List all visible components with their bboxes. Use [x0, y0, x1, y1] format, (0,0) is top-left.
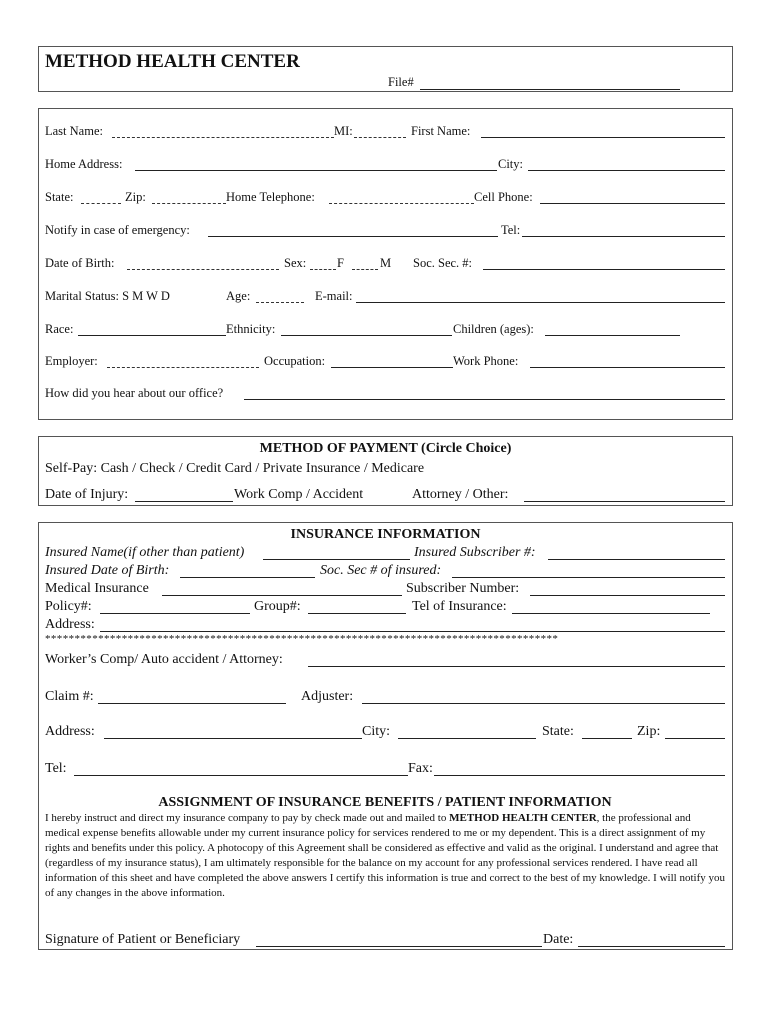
claim-state-label: State: [542, 724, 574, 739]
subscriber-number-label: Subscriber Number: [406, 581, 520, 596]
home-address-label: Home Address: [45, 157, 123, 171]
insured-subscriber-label: Insured Subscriber #: [414, 545, 536, 560]
insurance-title: INSURANCE INFORMATION [290, 527, 481, 542]
date-of-injury-field[interactable] [135, 488, 233, 502]
payment-options[interactable]: Self-Pay: Cash / Check / Credit Card / Private Insurance / Medicare [45, 461, 425, 476]
emergency-contact-label: Notify in case of emergency: [45, 223, 190, 237]
state-field[interactable] [81, 190, 121, 204]
dob-field[interactable] [127, 256, 279, 270]
cell-phone-field[interactable] [540, 190, 725, 204]
signature-date-field[interactable] [578, 933, 725, 947]
children-label: Children (ages): [453, 322, 534, 336]
sex-label: Sex: [284, 256, 307, 270]
occupation-field[interactable] [331, 354, 453, 368]
claim-state-field[interactable] [582, 725, 632, 739]
city-label: City: [498, 157, 524, 171]
adjuster-field[interactable] [362, 690, 725, 704]
children-field[interactable] [545, 322, 680, 336]
attorney-other-option[interactable]: Attorney / Other: [412, 487, 509, 502]
adjuster-label: Adjuster: [301, 689, 354, 704]
zip-field[interactable] [152, 190, 226, 204]
race-field[interactable] [78, 322, 226, 336]
sex-f-field[interactable] [310, 256, 336, 270]
tel-of-insurance-field[interactable] [512, 600, 710, 614]
insured-name-label: Insured Name(if other than patient) [45, 545, 245, 560]
date-of-injury-label: Date of Injury: [45, 487, 129, 502]
emergency-contact-field[interactable] [208, 223, 498, 237]
policy-label: Policy#: [45, 599, 92, 614]
sex-f-option: F [337, 256, 344, 270]
first-name-field[interactable] [481, 124, 725, 138]
age-label: Age: [226, 289, 251, 303]
assignment-title: ASSIGNMENT OF INSURANCE BENEFITS / PATIENT INFORMATION [158, 795, 612, 810]
dob-label: Date of Birth: [45, 256, 115, 270]
home-address-field[interactable] [135, 157, 497, 171]
claim-label: Claim #: [45, 689, 94, 704]
work-comp-option[interactable]: Work Comp / Accident [234, 487, 364, 502]
ethnicity-field[interactable] [281, 322, 452, 336]
insurance-address-field[interactable] [100, 618, 725, 632]
sex-m-option: M [380, 256, 392, 270]
claim-fax-field[interactable] [434, 762, 725, 776]
claim-tel-field[interactable] [74, 762, 408, 776]
separator-stars: *************************************************************************************** [45, 633, 559, 645]
policy-field[interactable] [100, 600, 250, 614]
claim-address-field[interactable] [104, 725, 362, 739]
payment-title: METHOD OF PAYMENT (Circle Choice) [259, 441, 512, 456]
email-label: E-mail: [315, 289, 353, 303]
emergency-tel-label: Tel: [501, 223, 521, 237]
first-name-label: First Name: [411, 124, 471, 138]
last-name-field[interactable] [112, 124, 334, 138]
group-label: Group#: [254, 599, 301, 614]
claim-address-label: Address: [45, 724, 95, 739]
clinic-title: METHOD HEALTH CENTER [45, 51, 300, 72]
claim-field[interactable] [98, 690, 286, 704]
insurance-address-label: Address: [45, 617, 95, 632]
work-phone-field[interactable] [530, 354, 725, 368]
workers-comp-label: Worker’s Comp/ Auto accident / Attorney: [45, 652, 283, 667]
claim-city-field[interactable] [398, 725, 536, 739]
medical-insurance-label: Medical Insurance [45, 581, 149, 596]
occupation-label: Occupation: [264, 354, 326, 368]
employer-field[interactable] [107, 354, 259, 368]
insured-name-field[interactable] [263, 546, 410, 560]
insured-ssn-field[interactable] [452, 564, 725, 578]
employer-label: Employer: [45, 354, 98, 368]
cell-phone-label: Cell Phone: [474, 190, 533, 204]
claim-zip-label: Zip: [637, 724, 661, 739]
ssn-field[interactable] [483, 256, 725, 270]
zip-label: Zip: [125, 190, 146, 204]
mi-label: MI: [334, 124, 353, 138]
claim-city-label: City: [362, 724, 391, 739]
subscriber-number-field[interactable] [530, 582, 725, 596]
signature-date-label: Date: [543, 932, 574, 947]
file-field[interactable] [420, 76, 680, 90]
claim-fax-label: Fax: [408, 761, 433, 776]
work-phone-label: Work Phone: [453, 354, 519, 368]
referral-source-field[interactable] [244, 386, 725, 400]
email-field[interactable] [356, 289, 725, 303]
last-name-label: Last Name: [45, 124, 103, 138]
tel-of-insurance-label: Tel of Insurance: [412, 599, 507, 614]
race-label: Race: [45, 322, 74, 336]
mi-field[interactable] [354, 124, 406, 138]
emergency-tel-field[interactable] [522, 223, 725, 237]
assignment-text [45, 811, 725, 901]
signature-field[interactable] [256, 933, 542, 947]
state-label: State: [45, 190, 74, 204]
medical-insurance-field[interactable] [162, 582, 402, 596]
home-telephone-field[interactable] [329, 190, 474, 204]
ssn-label: Soc. Sec. #: [413, 256, 473, 270]
insured-dob-label: Insured Date of Birth: [45, 563, 170, 578]
marital-status-label: Marital Status: S M W D [45, 289, 170, 303]
referral-source-label: How did you hear about our office? [45, 386, 224, 400]
signature-label: Signature of Patient or Beneficiary [45, 932, 241, 947]
claim-zip-field[interactable] [665, 725, 725, 739]
assignment-clinic-name: METHOD HEALTH CENTER [449, 812, 597, 824]
insured-ssn-label: Soc. Sec # of insured: [320, 563, 442, 578]
file-label: File# [388, 75, 414, 89]
insured-subscriber-field[interactable] [548, 546, 725, 560]
assignment-text-part-2: , the professional and medical expense benefits allowable under my current insurance policy for services rendered to me or my dependent. This is a direct assignment of my rights and benefits under this policy. A photocopy of this Agreement shall be considered as effective and valid as the original. I understand and agree that (regardless of my insurance status), I am ultimately responsible for the balance on my account for any professional services rendered. I have read all information of this sheet and have completed the above answers I certify this information is true and correct to the best of my knowledge. I will notify you of any changes in the above information. [45, 812, 725, 899]
claim-tel-label: Tel: [45, 761, 67, 776]
city-field[interactable] [528, 157, 725, 171]
workers-comp-field[interactable] [308, 653, 725, 667]
assignment-text-part-1: I hereby instruct and direct my insurance company to pay by check made out and mailed to [45, 812, 450, 824]
other-field[interactable] [524, 488, 725, 502]
home-telephone-label: Home Telephone: [226, 190, 315, 204]
age-field[interactable] [256, 289, 304, 303]
group-field[interactable] [308, 600, 406, 614]
insured-dob-field[interactable] [180, 564, 315, 578]
sex-m-field[interactable] [352, 256, 378, 270]
ethnicity-label: Ethnicity: [226, 322, 276, 336]
